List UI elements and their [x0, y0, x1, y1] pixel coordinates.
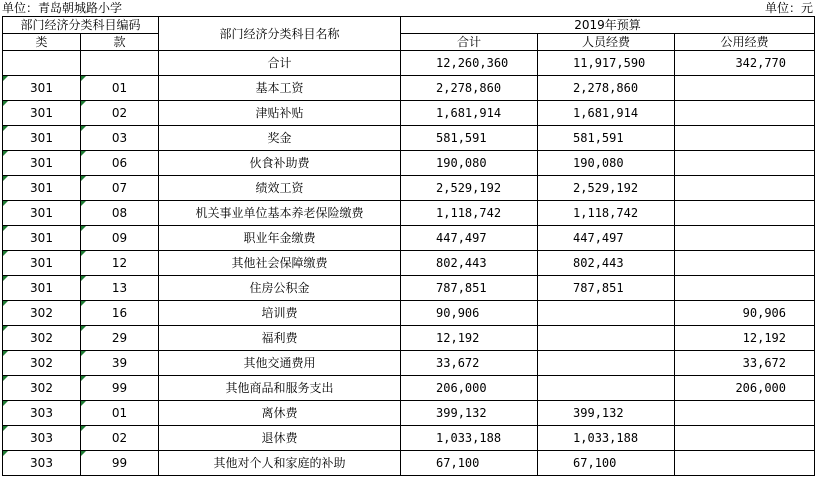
personnel-cell[interactable]: 399,132	[538, 401, 675, 426]
personnel-cell[interactable]	[538, 301, 675, 326]
public-cell[interactable]	[675, 101, 815, 126]
cell-indicator-icon	[3, 151, 8, 156]
unit-currency-label: 单位：元	[764, 1, 813, 15]
cell-indicator-icon	[3, 226, 8, 231]
cell-indicator-icon	[3, 301, 8, 306]
personnel-cell[interactable]: 190,080	[538, 151, 675, 176]
public-cell[interactable]	[675, 201, 815, 226]
unit-org-label: 单位：青岛朝城路小学	[2, 1, 123, 15]
total-cell[interactable]: 190,080	[401, 151, 538, 176]
lei-cell[interactable]: 303	[3, 426, 81, 451]
table-row	[3, 251, 815, 276]
total-cell[interactable]: 787,851	[401, 276, 538, 301]
cell-indicator-icon	[3, 351, 8, 356]
table-row	[3, 201, 815, 226]
cell-indicator-icon	[3, 326, 8, 331]
cell-indicator-icon	[81, 301, 86, 306]
name-cell[interactable]: 住房公积金	[159, 276, 401, 301]
lei-cell[interactable]: 301	[3, 226, 81, 251]
cell-indicator-icon	[81, 401, 86, 406]
lei-cell[interactable]: 302	[3, 376, 81, 401]
cell-indicator-icon	[81, 101, 86, 106]
personnel-cell[interactable]	[538, 351, 675, 376]
kuan-cell[interactable]: 12	[81, 251, 159, 276]
total-cell[interactable]: 90,906	[401, 301, 538, 326]
name-cell[interactable]: 其他交通费用	[159, 351, 401, 376]
kuan-cell[interactable]: 01	[81, 401, 159, 426]
table-row	[3, 76, 815, 101]
lei-column-header: 类	[3, 34, 81, 51]
table-row	[3, 401, 815, 426]
total-cell[interactable]: 2,278,860	[401, 76, 538, 101]
cell-indicator-icon	[81, 126, 86, 131]
table-row	[3, 151, 815, 176]
public-cell[interactable]	[675, 401, 815, 426]
lei-cell[interactable]: 301	[3, 251, 81, 276]
lei-cell[interactable]: 303	[3, 401, 81, 426]
cell-indicator-icon	[81, 201, 86, 206]
personnel-cell[interactable]: 2,278,860	[538, 76, 675, 101]
lei-cell[interactable]: 302	[3, 301, 81, 326]
name-cell[interactable]: 其他商品和服务支出	[159, 376, 401, 401]
cell-indicator-icon	[81, 76, 86, 81]
budget-table	[2, 16, 815, 476]
table-row	[3, 176, 815, 201]
cell-indicator-icon	[3, 251, 8, 256]
personnel-cell[interactable]	[538, 326, 675, 351]
cell-indicator-icon	[3, 101, 8, 106]
table-row	[3, 451, 815, 476]
name-cell[interactable]: 机关事业单位基本养老保险缴费	[159, 201, 401, 226]
table-row	[3, 326, 815, 351]
table-row	[3, 101, 815, 126]
cell-indicator-icon	[81, 176, 86, 181]
kuan-column-header: 款	[81, 34, 159, 51]
public-cell[interactable]: 90,906	[675, 301, 815, 326]
cell-indicator-icon	[3, 176, 8, 181]
name-cell[interactable]: 职业年金缴费	[159, 226, 401, 251]
total-cell[interactable]: 399,132	[401, 401, 538, 426]
kuan-cell[interactable]: 13	[81, 276, 159, 301]
table-row	[3, 126, 815, 151]
kuan-cell[interactable]: 99	[81, 376, 159, 401]
table-row	[3, 301, 815, 326]
lei-cell[interactable]: 301	[3, 126, 81, 151]
public-cell[interactable]	[675, 426, 815, 451]
lei-cell[interactable]: 301	[3, 276, 81, 301]
public-cell[interactable]	[675, 226, 815, 251]
kuan-cell[interactable]: 06	[81, 151, 159, 176]
name-cell[interactable]: 奖金	[159, 126, 401, 151]
lei-cell[interactable]: 302	[3, 351, 81, 376]
lei-cell[interactable]: 301	[3, 101, 81, 126]
name-column-header: 部门经济分类科目名称	[159, 17, 401, 51]
kuan-cell[interactable]: 02	[81, 101, 159, 126]
personnel-cell[interactable]: 802,443	[538, 251, 675, 276]
kuan-cell[interactable]: 02	[81, 426, 159, 451]
total-cell[interactable]: 1,681,914	[401, 101, 538, 126]
table-row	[3, 351, 815, 376]
cell-indicator-icon	[81, 151, 86, 156]
report-header	[0, 0, 819, 16]
cell-indicator-icon	[81, 251, 86, 256]
cell-indicator-icon	[3, 426, 8, 431]
personnel-cell[interactable]: 1,681,914	[538, 101, 675, 126]
personnel-cell[interactable]: 447,497	[538, 226, 675, 251]
total-cell[interactable]: 2,529,192	[401, 176, 538, 201]
personnel-cell[interactable]: 1,118,742	[538, 201, 675, 226]
public-cell[interactable]	[675, 276, 815, 301]
table-row	[3, 376, 815, 401]
total-column-header: 合计	[401, 34, 538, 51]
kuan-cell[interactable]: 08	[81, 201, 159, 226]
cell-indicator-icon	[81, 351, 86, 356]
lei-cell[interactable]	[3, 51, 81, 76]
personnel-cell[interactable]: 787,851	[538, 276, 675, 301]
name-cell[interactable]: 基本工资	[159, 76, 401, 101]
name-cell[interactable]: 其他社会保障缴费	[159, 251, 401, 276]
name-cell[interactable]: 合计	[159, 51, 401, 76]
lei-cell[interactable]: 301	[3, 151, 81, 176]
cell-indicator-icon	[3, 276, 8, 281]
personnel-cell[interactable]: 11,917,590	[538, 51, 675, 76]
total-cell[interactable]: 1,118,742	[401, 201, 538, 226]
cell-indicator-icon	[3, 451, 8, 456]
name-cell[interactable]: 离休费	[159, 401, 401, 426]
name-cell[interactable]: 福利费	[159, 326, 401, 351]
name-cell[interactable]: 退休费	[159, 426, 401, 451]
lei-cell[interactable]: 301	[3, 76, 81, 101]
total-cell[interactable]: 802,443	[401, 251, 538, 276]
lei-cell[interactable]: 301	[3, 176, 81, 201]
table-row	[3, 426, 815, 451]
cell-indicator-icon	[3, 401, 8, 406]
total-cell[interactable]: 581,591	[401, 126, 538, 151]
total-cell[interactable]: 447,497	[401, 226, 538, 251]
total-cell[interactable]: 67,100	[401, 451, 538, 476]
total-cell[interactable]: 12,260,360	[401, 51, 538, 76]
personnel-cell[interactable]	[538, 376, 675, 401]
cell-indicator-icon	[81, 451, 86, 456]
cell-indicator-icon	[3, 376, 8, 381]
sum-row	[3, 51, 815, 76]
total-cell[interactable]: 206,000	[401, 376, 538, 401]
kuan-cell[interactable]: 99	[81, 451, 159, 476]
kuan-cell[interactable]: 07	[81, 176, 159, 201]
kuan-cell[interactable]: 01	[81, 76, 159, 101]
public-column-header: 公用经费	[675, 34, 815, 51]
lei-cell[interactable]: 302	[3, 326, 81, 351]
table-row	[3, 226, 815, 251]
budget-group-header: 2019年预算	[401, 17, 815, 34]
public-cell[interactable]	[675, 176, 815, 201]
personnel-cell[interactable]: 67,100	[538, 451, 675, 476]
public-cell[interactable]	[675, 76, 815, 101]
lei-cell[interactable]: 303	[3, 451, 81, 476]
personnel-cell[interactable]: 1,033,188	[538, 426, 675, 451]
name-cell[interactable]: 绩效工资	[159, 176, 401, 201]
name-cell[interactable]: 伙食补助费	[159, 151, 401, 176]
kuan-cell[interactable]	[81, 51, 159, 76]
header-row-1	[3, 17, 815, 34]
cell-indicator-icon	[3, 126, 8, 131]
header-row-2	[3, 34, 815, 51]
cell-indicator-icon	[81, 226, 86, 231]
public-cell[interactable]	[675, 126, 815, 151]
name-cell[interactable]: 津贴补贴	[159, 101, 401, 126]
kuan-cell[interactable]: 39	[81, 351, 159, 376]
cell-indicator-icon	[81, 376, 86, 381]
public-cell[interactable]: 12,192	[675, 326, 815, 351]
cell-indicator-icon	[81, 326, 86, 331]
code-group-header: 部门经济分类科目编码	[3, 17, 159, 34]
cell-indicator-icon	[3, 76, 8, 81]
public-cell[interactable]	[675, 451, 815, 476]
public-cell[interactable]	[675, 251, 815, 276]
name-cell[interactable]: 其他对个人和家庭的补助	[159, 451, 401, 476]
kuan-cell[interactable]: 29	[81, 326, 159, 351]
total-cell[interactable]: 33,672	[401, 351, 538, 376]
name-cell[interactable]: 培训费	[159, 301, 401, 326]
cell-indicator-icon	[81, 426, 86, 431]
kuan-cell[interactable]: 09	[81, 226, 159, 251]
public-cell[interactable]: 206,000	[675, 376, 815, 401]
public-cell[interactable]: 342,770	[675, 51, 815, 76]
table-row	[3, 276, 815, 301]
cell-indicator-icon	[81, 276, 86, 281]
lei-cell[interactable]: 301	[3, 201, 81, 226]
cell-indicator-icon	[3, 201, 8, 206]
total-cell[interactable]: 1,033,188	[401, 426, 538, 451]
personnel-cell[interactable]: 2,529,192	[538, 176, 675, 201]
kuan-cell[interactable]: 03	[81, 126, 159, 151]
kuan-cell[interactable]: 16	[81, 301, 159, 326]
public-cell[interactable]	[675, 151, 815, 176]
personnel-cell[interactable]: 581,591	[538, 126, 675, 151]
public-cell[interactable]: 33,672	[675, 351, 815, 376]
total-cell[interactable]: 12,192	[401, 326, 538, 351]
personnel-column-header: 人员经费	[538, 34, 675, 51]
